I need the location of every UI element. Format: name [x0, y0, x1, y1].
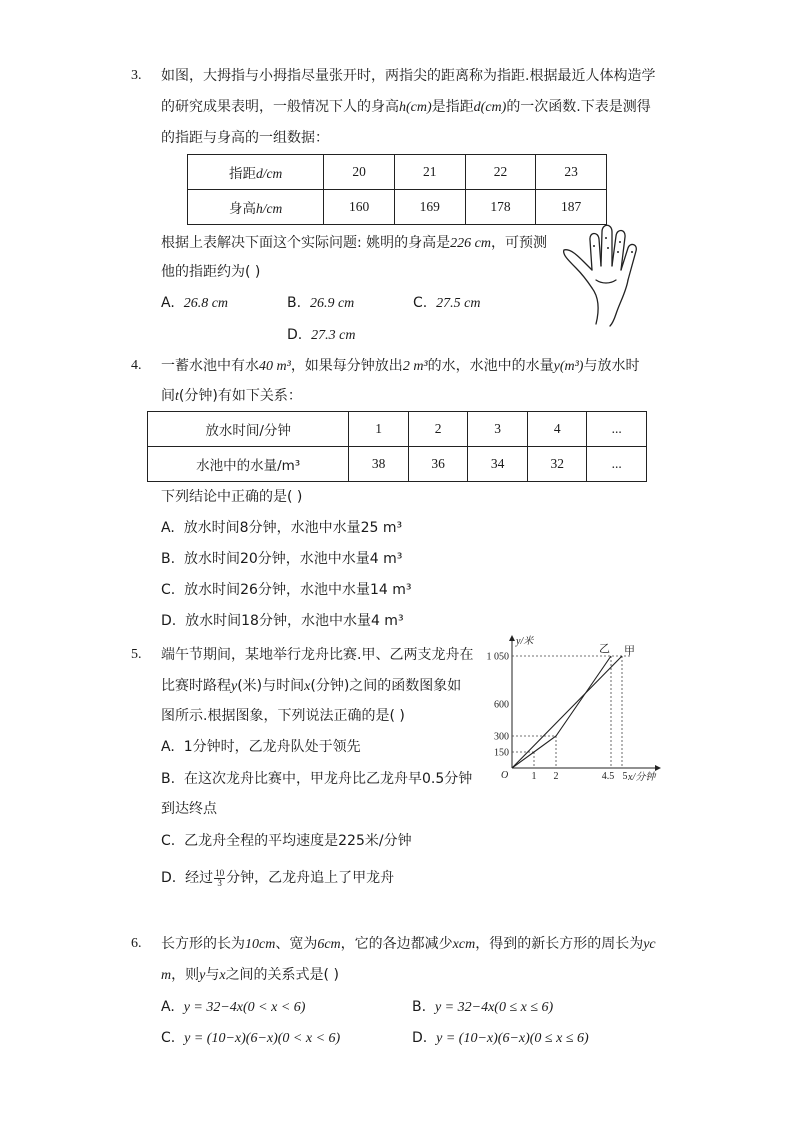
question-text: 长方形的长为10cm、宽为6cm，它的各边都减少xcm，得到的新长方形的周长为yc: [161, 936, 656, 952]
table-cell: 34: [468, 447, 528, 482]
table-cell: 178: [465, 190, 536, 225]
question-text: 根据上表解决下面这个实际问题: 姚明的身高是226 cm，可预测: [161, 235, 547, 251]
option-b[interactable]: B. 在这次龙舟比赛中，甲龙舟比乙龙舟早0.5分钟: [161, 771, 473, 787]
table-header: 身高h/cm: [188, 190, 324, 225]
series-label-jia: 甲: [624, 644, 635, 657]
table-cell: 20: [324, 155, 395, 190]
y-tick-label: 300: [494, 731, 509, 743]
table-cell: 21: [394, 155, 465, 190]
option-d[interactable]: D. 放水时间18分钟，水池中水量4 m³: [161, 613, 404, 629]
option-a[interactable]: A. 放水时间8分钟，水池中水量25 m³: [161, 520, 403, 536]
option-b-continued: 到达终点: [161, 801, 217, 817]
series-label-yi: 乙: [599, 642, 610, 655]
option-a[interactable]: A. y = 32−4x(0 < x < 6): [161, 999, 306, 1015]
table-cell: 22: [465, 155, 536, 190]
option-d[interactable]: D. 经过 $\frac{10}{3}$ 分钟，乙龙舟追上了甲龙舟: [161, 867, 395, 888]
question-text: 的指距与身高的一组数据：: [161, 130, 329, 146]
question-text: m，则y与x之间的关系式是( ): [161, 967, 339, 983]
x-tick-labels: [532, 771, 628, 782]
option-c[interactable]: C. 乙龙舟全程的平均速度是225米/分钟: [161, 833, 412, 849]
y-tick-labels: [487, 652, 510, 759]
question-text: 比赛时路程y(米)与时间x(分钟)之间的函数图象如: [161, 678, 462, 694]
question-text: 间t(分钟)有如下关系：: [161, 388, 302, 404]
option-d[interactable]: D. y = (10−x)(6−x)(0 ≤ x ≤ 6): [412, 1030, 589, 1046]
option-c[interactable]: C. 27.5 cm: [413, 295, 481, 311]
y-tick-label: 600: [494, 699, 509, 711]
question-text: 他的指距约为( ): [161, 264, 261, 280]
fraction: $\frac{10}{3}$: [215, 867, 225, 888]
question-text: 图所示.根据图象，下列说法正确的是( ): [161, 708, 405, 724]
table-cell: ...: [587, 447, 647, 482]
table-header: 放水时间/分钟: [148, 412, 349, 447]
table-cell: 2: [408, 412, 468, 447]
table-cell: ...: [587, 412, 647, 447]
question-number: 3.: [131, 68, 142, 83]
question-text: 一蓄水池中有水40 m³，如果每分钟放出2 m³的水，水池中的水量y(m³)与放水时: [161, 358, 640, 374]
table-header: 指距d/cm: [188, 155, 324, 190]
option-c[interactable]: C. 放水时间26分钟，水池中水量14 m³: [161, 582, 412, 598]
table-cell: 36: [408, 447, 468, 482]
option-b[interactable]: B. 26.9 cm: [287, 295, 355, 311]
question-number: 6.: [131, 936, 142, 951]
data-table: [147, 411, 647, 482]
series-lines: [512, 656, 622, 768]
option-b[interactable]: B. y = 32−4x(0 ≤ x ≤ 6): [412, 999, 554, 1015]
option-a[interactable]: A. 26.8 cm: [161, 295, 229, 311]
x-tick-label: 5: [622, 771, 628, 782]
y-axis-label: y/米: [516, 636, 534, 647]
question-text: 端午节期间，某地举行龙舟比赛.甲、乙两支龙舟在: [161, 647, 474, 663]
table-cell: 38: [349, 447, 409, 482]
table-cell: 1: [349, 412, 409, 447]
table-cell: 4: [527, 412, 587, 447]
x-tick-label: 4.5: [601, 771, 615, 782]
x-tick-label: 1: [531, 771, 537, 782]
x-axis-label: x/分钟: [628, 772, 656, 783]
table-cell: 23: [536, 155, 607, 190]
question-text: 下列结论中正确的是( ): [161, 489, 303, 505]
series-line-jia: [512, 656, 622, 768]
option-c[interactable]: C. y = (10−x)(6−x)(0 < x < 6): [161, 1030, 341, 1046]
option-a[interactable]: A. 1分钟时，乙龙舟队处于领先: [161, 739, 361, 755]
origin-label: O: [501, 770, 509, 781]
table-header: 水池中的水量/m³: [148, 447, 349, 482]
y-tick-label: 1 050: [486, 651, 509, 663]
y-tick-label: 150: [494, 747, 509, 759]
option-b[interactable]: B. 放水时间20分钟，水池中水量4 m³: [161, 551, 403, 567]
guide-lines: [512, 656, 630, 768]
option-d[interactable]: D. 27.3 cm: [287, 327, 356, 343]
question-number: 5.: [131, 647, 142, 662]
table-cell: 160: [324, 190, 395, 225]
table-cell: 3: [468, 412, 528, 447]
question-text: 的研究成果表明，一般情况下人的身高h(cm)是指距d(cm)的一次函数.下表是测得: [161, 99, 651, 115]
question-text: 如图，大拇指与小拇指尽量张开时，两指尖的距离称为指距.根据最近人体构造学: [161, 68, 656, 84]
series-line-yi: [512, 656, 611, 768]
hand-illustration: [558, 218, 646, 328]
table-cell: 32: [527, 447, 587, 482]
x-tick-label: 2: [553, 771, 559, 782]
table-cell: 187: [536, 190, 607, 225]
question-number: 4.: [131, 358, 142, 373]
data-table: [187, 154, 607, 225]
table-cell: 169: [394, 190, 465, 225]
race-line-chart: [478, 630, 668, 790]
